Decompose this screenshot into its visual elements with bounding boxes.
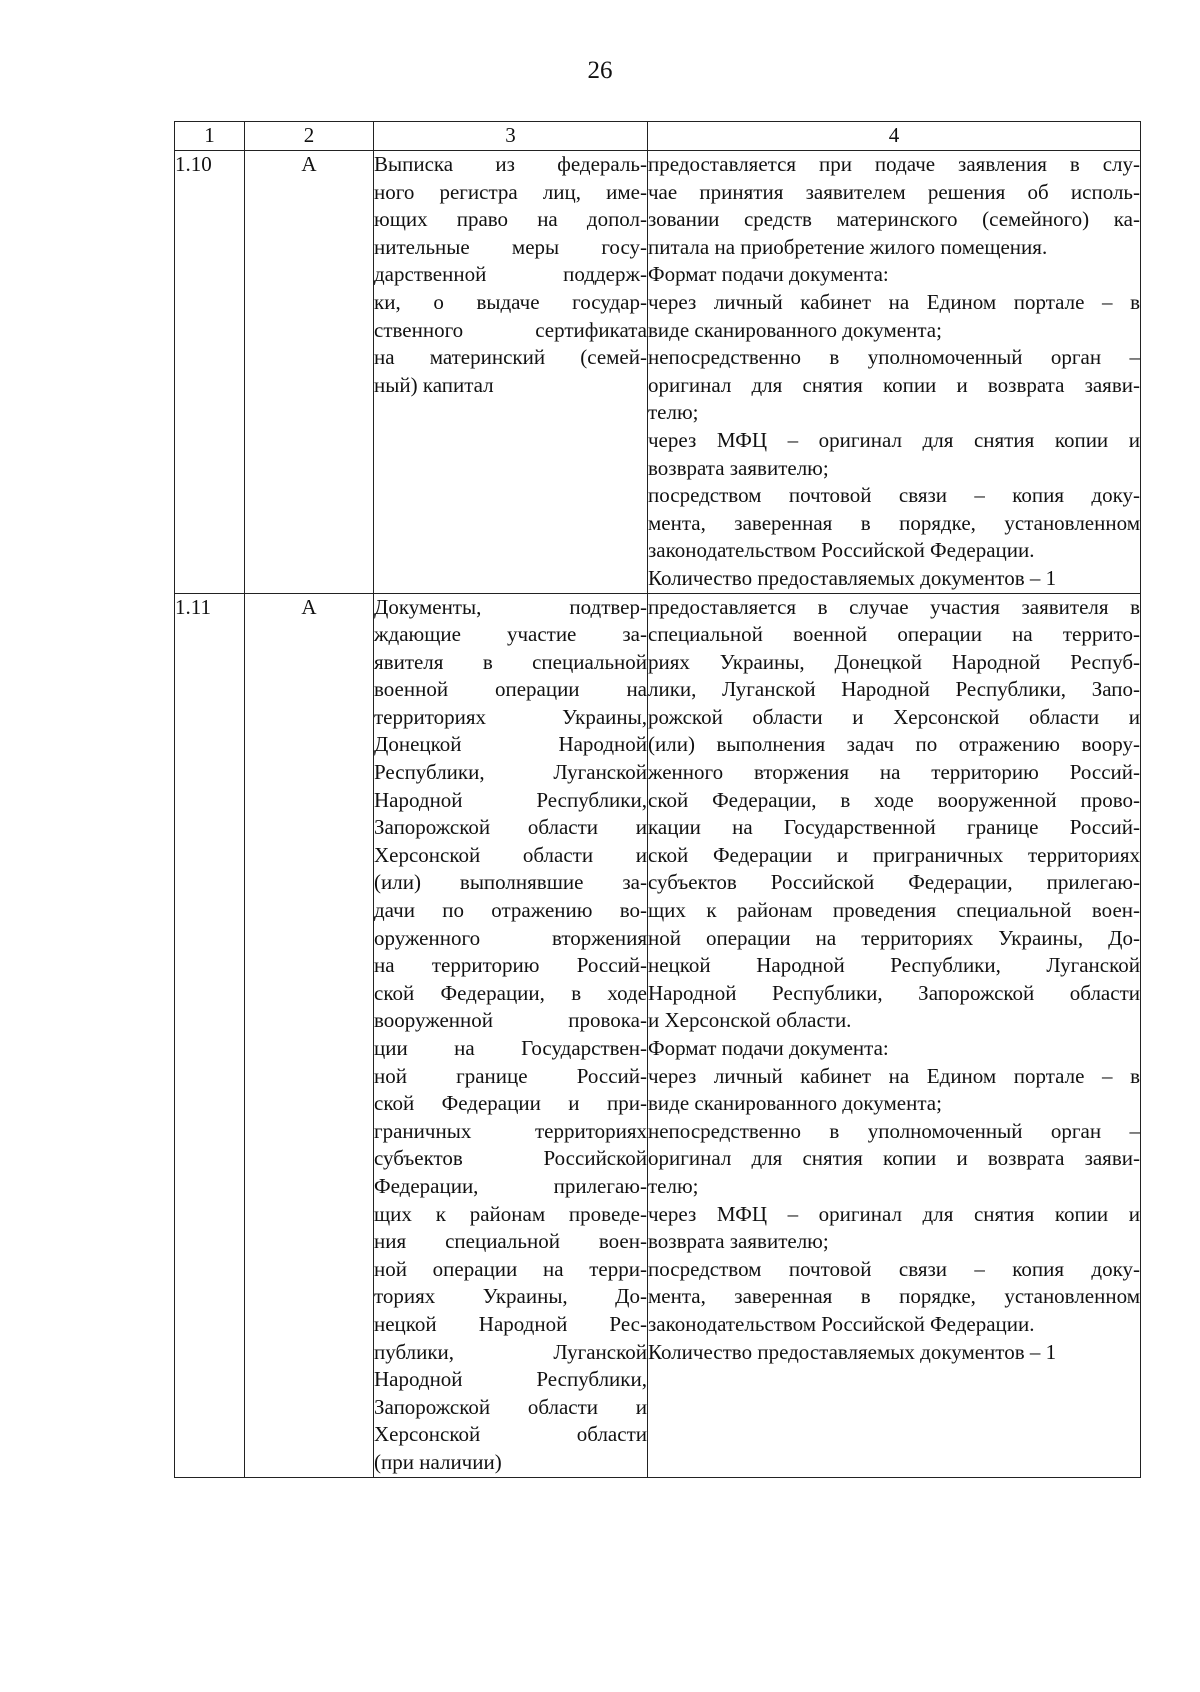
details-line: чае принятия заявителем решения об исполь-: [648, 179, 1140, 204]
document-description: [374, 593, 648, 1477]
header-col-1: 1: [175, 122, 245, 151]
details-line: Количество предоставляемых документов – 1: [648, 1339, 1057, 1364]
description-line: ки, о выдаче государ-: [374, 289, 647, 314]
description-line: (при наличии): [374, 1449, 502, 1474]
description-line: ного регистра лиц, име-: [374, 179, 647, 204]
description-line: нительные меры госу-: [374, 234, 647, 259]
description-line: Документы, подтвер-: [374, 594, 647, 619]
details-line: возврата заявителю;: [648, 1229, 829, 1254]
details-line: и Херсонской области.: [648, 1008, 852, 1033]
details-line: риях Украины, Донецкой Народной Респуб-: [648, 649, 1140, 674]
details-line: через МФЦ – оригинал для снятия копии и: [648, 427, 1140, 452]
details-line: специальной военной операции на террито-: [648, 622, 1140, 647]
details-line: щих к районам проведения специальной воен-: [648, 898, 1140, 923]
details-line: возврата заявителю;: [648, 455, 829, 480]
description-line: ториях Украины, До-: [374, 1284, 647, 1309]
description-line: ной границе Россий-: [374, 1063, 647, 1088]
details-line: через личный кабинет на Едином портале – в: [648, 1063, 1140, 1088]
page-number: 26: [587, 57, 613, 84]
description-line: публики, Луганской: [374, 1339, 647, 1364]
details-line: через личный кабинет на Едином портале – в: [648, 289, 1140, 314]
description-line: нецкой Народной Рес-: [374, 1311, 647, 1336]
description-line: граничных территориях: [374, 1118, 647, 1143]
details-line: зовании средств материнского (семейного) ка-: [648, 207, 1140, 232]
description-line: ской Федерации, в ходе: [374, 980, 647, 1005]
details-line: женного вторжения на территорию Россий-: [648, 760, 1140, 785]
description-line: Республики, Луганской: [374, 760, 647, 785]
row-code: А: [245, 151, 374, 594]
details-line: виде сканированного документа;: [648, 1091, 942, 1116]
details-line: ской Федерации и приграничных территориях: [648, 842, 1140, 867]
description-line: дарственной поддерж-: [374, 262, 647, 287]
details-line: виде сканированного документа;: [648, 317, 942, 342]
header-col-4: 4: [648, 122, 1141, 151]
table-row: [175, 151, 1141, 594]
description-line: Народной Республики,: [374, 787, 647, 812]
details-line: лики, Луганской Народной Республики, Запо-: [648, 677, 1140, 702]
details-line: мента, заверенная в порядке, установленном: [648, 1284, 1140, 1309]
details-line: оригинал для снятия копии и возврата заяви-: [648, 1146, 1140, 1171]
description-line: (или) выполнявшие за-: [374, 870, 647, 895]
description-line: Федерации, прилегаю-: [374, 1173, 647, 1198]
description-line: ния специальной воен-: [374, 1229, 647, 1254]
description-line: ющих право на допол-: [374, 207, 647, 232]
document-description: [374, 151, 648, 594]
description-line: Донецкой Народной: [374, 732, 647, 757]
details-line: Количество предоставляемых документов – 1: [648, 565, 1057, 590]
description-line: явителя в специальной: [374, 649, 647, 674]
table-row: [175, 593, 1141, 1477]
header-col-3: 3: [374, 122, 648, 151]
description-line: оруженного вторжения: [374, 925, 647, 950]
details-line: ной операции на территориях Украины, До-: [648, 925, 1140, 950]
description-line: Запорожской области и: [374, 1394, 647, 1419]
description-line: ной операции на терри-: [374, 1256, 647, 1281]
details-line: посредством почтовой связи – копия доку-: [648, 1256, 1140, 1281]
details-line: предоставляется в случае участия заявителя в: [648, 594, 1140, 619]
description-line: Народной Республики,: [374, 1367, 647, 1392]
details-line: питала на приобретение жилого помещения.: [648, 234, 1048, 259]
description-line: ственного сертификата: [374, 317, 647, 342]
details-line: рожской области и Херсонской области и: [648, 704, 1140, 729]
details-line: (или) выполнения задач по отражению воору-: [648, 732, 1140, 757]
details-line: нецкой Народной Республики, Луганской: [648, 953, 1140, 978]
description-line: щих к районам проведе-: [374, 1201, 647, 1226]
details-line: кации на Государственной границе Россий-: [648, 815, 1140, 840]
details-line: телю;: [648, 1173, 699, 1198]
documents-table: [174, 121, 1141, 1478]
row-number: 1.10: [175, 151, 245, 594]
details-line: законодательством Российской Федерации.: [648, 538, 1035, 563]
description-line: субъектов Российской: [374, 1146, 647, 1171]
row-code: А: [245, 593, 374, 1477]
description-line: Херсонской области: [374, 1422, 647, 1447]
row-number: 1.11: [175, 593, 245, 1477]
details-line: через МФЦ – оригинал для снятия копии и: [648, 1201, 1140, 1226]
details-line: Формат подачи документа:: [648, 262, 889, 287]
description-line: ской Федерации и при-: [374, 1091, 647, 1116]
description-line: вооруженной провока-: [374, 1008, 647, 1033]
table-header-row: [175, 122, 1141, 151]
description-line: Херсонской области и: [374, 842, 647, 867]
details-line: Народной Республики, Запорожской области: [648, 980, 1140, 1005]
description-line: ный) капитал: [374, 372, 494, 397]
details-line: непосредственно в уполномоченный орган –: [648, 345, 1140, 370]
details-line: оригинал для снятия копии и возврата заяви-: [648, 372, 1140, 397]
details-line: субъектов Российской Федерации, прилегаю-: [648, 870, 1140, 895]
description-line: военной операции на: [374, 677, 647, 702]
details-line: ской Федерации, в ходе вооруженной прово-: [648, 787, 1140, 812]
submission-details: [648, 593, 1141, 1477]
details-line: Формат подачи документа:: [648, 1036, 889, 1060]
details-line: телю;: [648, 400, 699, 425]
details-line: законодательством Российской Федерации.: [648, 1311, 1035, 1336]
description-line: на территорию Россий-: [374, 953, 647, 978]
description-line: Выписка из федераль-: [374, 152, 647, 176]
details-line: мента, заверенная в порядке, установленном: [648, 510, 1140, 535]
description-line: ждающие участие за-: [374, 622, 647, 647]
details-line: посредством почтовой связи – копия доку-: [648, 483, 1140, 508]
description-line: Запорожской области и: [374, 815, 647, 840]
header-col-2: 2: [245, 122, 374, 151]
description-line: дачи по отражению во-: [374, 898, 647, 923]
details-line: непосредственно в уполномоченный орган –: [648, 1118, 1140, 1143]
description-line: территориях Украины,: [374, 704, 647, 729]
details-line: предоставляется при подаче заявления в слу-: [648, 152, 1140, 176]
table-body: [175, 151, 1141, 1478]
description-line: на материнский (семей-: [374, 345, 647, 370]
submission-details: [648, 151, 1141, 594]
description-line: ции на Государствен-: [374, 1036, 647, 1060]
